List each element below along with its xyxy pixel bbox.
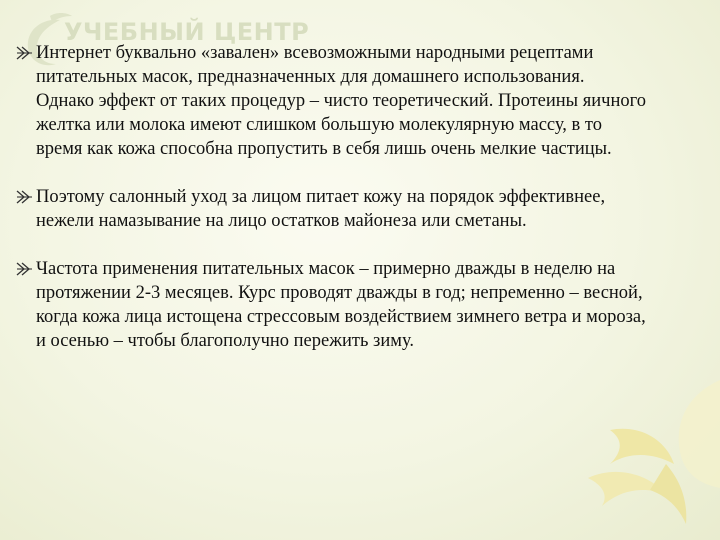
logo-text: УЧЕБНЫЙ ЦЕНТР — [64, 18, 310, 46]
swallow-decoration-icon — [570, 360, 720, 540]
double-arrow-bullet-icon — [16, 189, 34, 205]
double-arrow-bullet-icon — [16, 261, 34, 277]
double-arrow-bullet-icon — [16, 45, 34, 61]
bullet-item-1 — [16, 41, 646, 161]
bullet-text: Интернет буквально «завален» всевозможными народными рецептами питательных масок, предназначенных для домашнего использования. Однако эффект от таких процедур – чисто теоретический. Протеины яичного желтка или молока имеют слишком большую молекулярную массу, в то время как кожа способна пропустить в себя лишь очень мелкие частицы. — [36, 43, 646, 159]
bullet-text: Поэтому салонный уход за лицом питает кожу на порядок эффективнее, нежели намазывание на лицо остатков майонеза или сметаны. — [36, 187, 606, 231]
bullet-text: Частота применения питательных масок – примерно дважды в неделю на протяжении 2-3 месяцев. Курс проводят дважды в год; непременно – весной, когда кожа лица истощена стрессовым воздействием зимнего ветра и мороза, и осенью – чтобы благополучно пережить зиму. — [36, 259, 646, 351]
bullet-item-3 — [16, 257, 646, 353]
bullet-item-2 — [16, 185, 646, 233]
bullet-list — [16, 41, 646, 353]
